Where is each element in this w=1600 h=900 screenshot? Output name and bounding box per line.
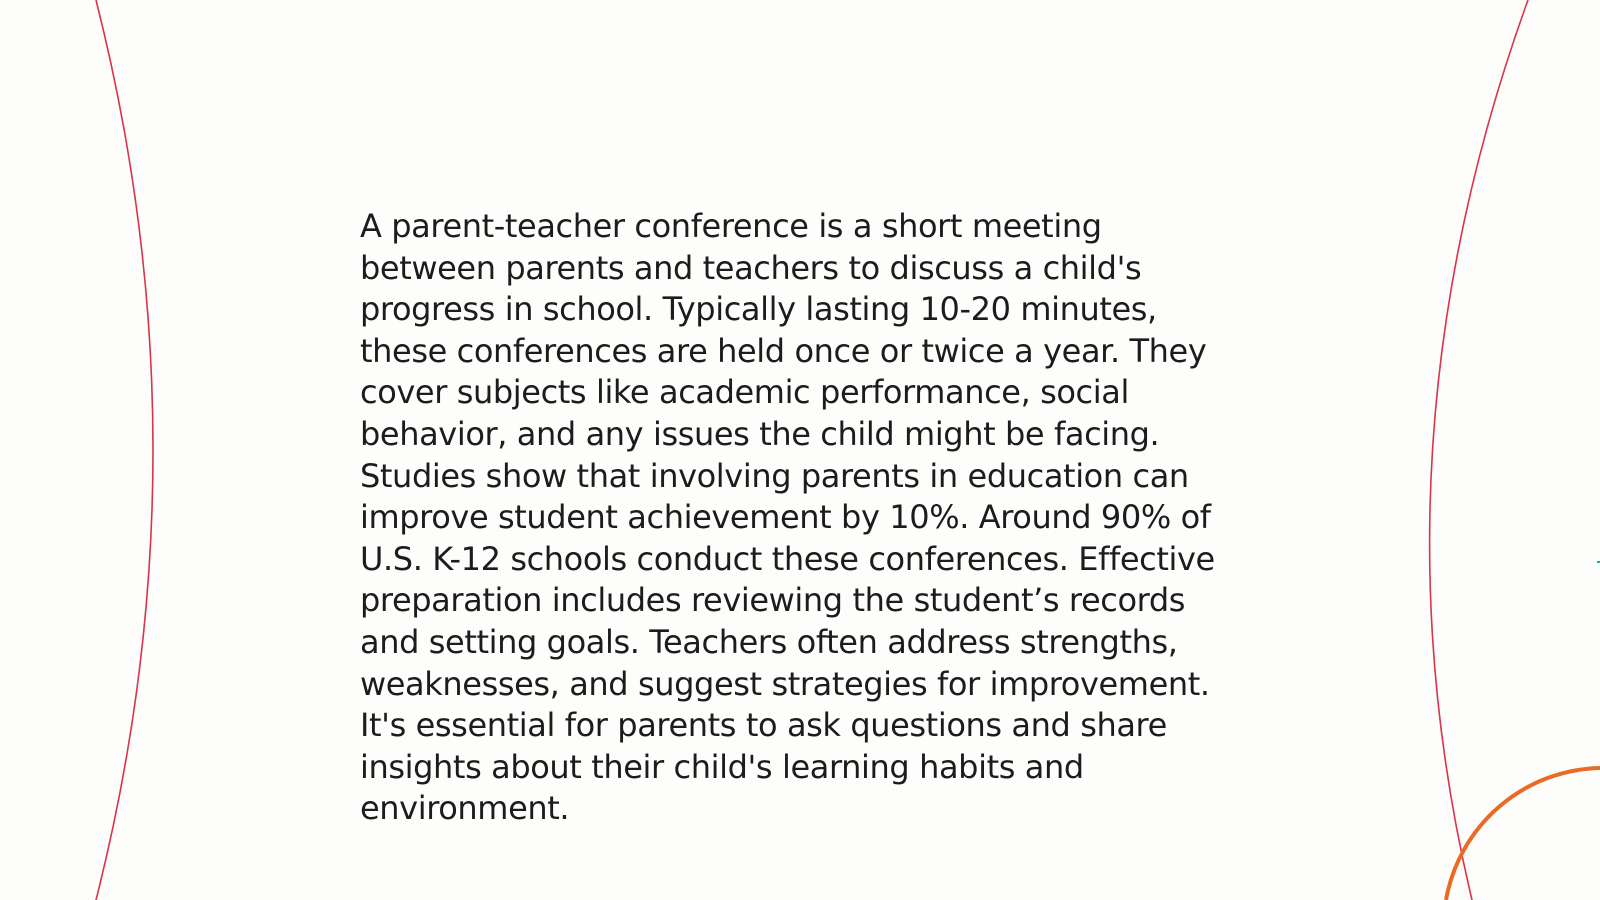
- paragraph-line: U.S. K-12 schools conduct these conferences. Effective: [360, 539, 1215, 578]
- right-arc-icon: [1430, 0, 1528, 900]
- paragraph-line: behavior, and any issues the child might be facing.: [360, 414, 1160, 453]
- paragraph-line: preparation includes reviewing the student’s records: [360, 581, 1185, 620]
- paragraph-line: improve student achievement by 10%. Around 90% of: [360, 498, 1211, 537]
- paragraph-line: these conferences are held once or twice a year. They: [360, 331, 1207, 370]
- body-paragraph: [360, 206, 1260, 830]
- paragraph-line: cover subjects like academic performance, social: [360, 373, 1129, 412]
- paragraph-line: A parent-teacher conference is a short meeting: [360, 207, 1102, 245]
- paragraph-line: weaknesses, and suggest strategies for improvement.: [360, 664, 1210, 703]
- paragraph-line: insights about their child's learning habits and: [360, 747, 1084, 786]
- left-arc-icon: [96, 0, 153, 900]
- paragraph-line: Studies show that involving parents in education can: [360, 456, 1189, 495]
- corner-circle-icon: [1446, 768, 1600, 900]
- paragraph-line: progress in school. Typically lasting 10-20 minutes,: [360, 290, 1157, 329]
- paragraph-line: between parents and teachers to discuss a child's: [360, 248, 1142, 287]
- paragraph-line: environment.: [360, 789, 570, 828]
- paragraph-line: and setting goals. Teachers often address strengths,: [360, 622, 1178, 661]
- paragraph-line: It's essential for parents to ask questions and share: [360, 706, 1167, 745]
